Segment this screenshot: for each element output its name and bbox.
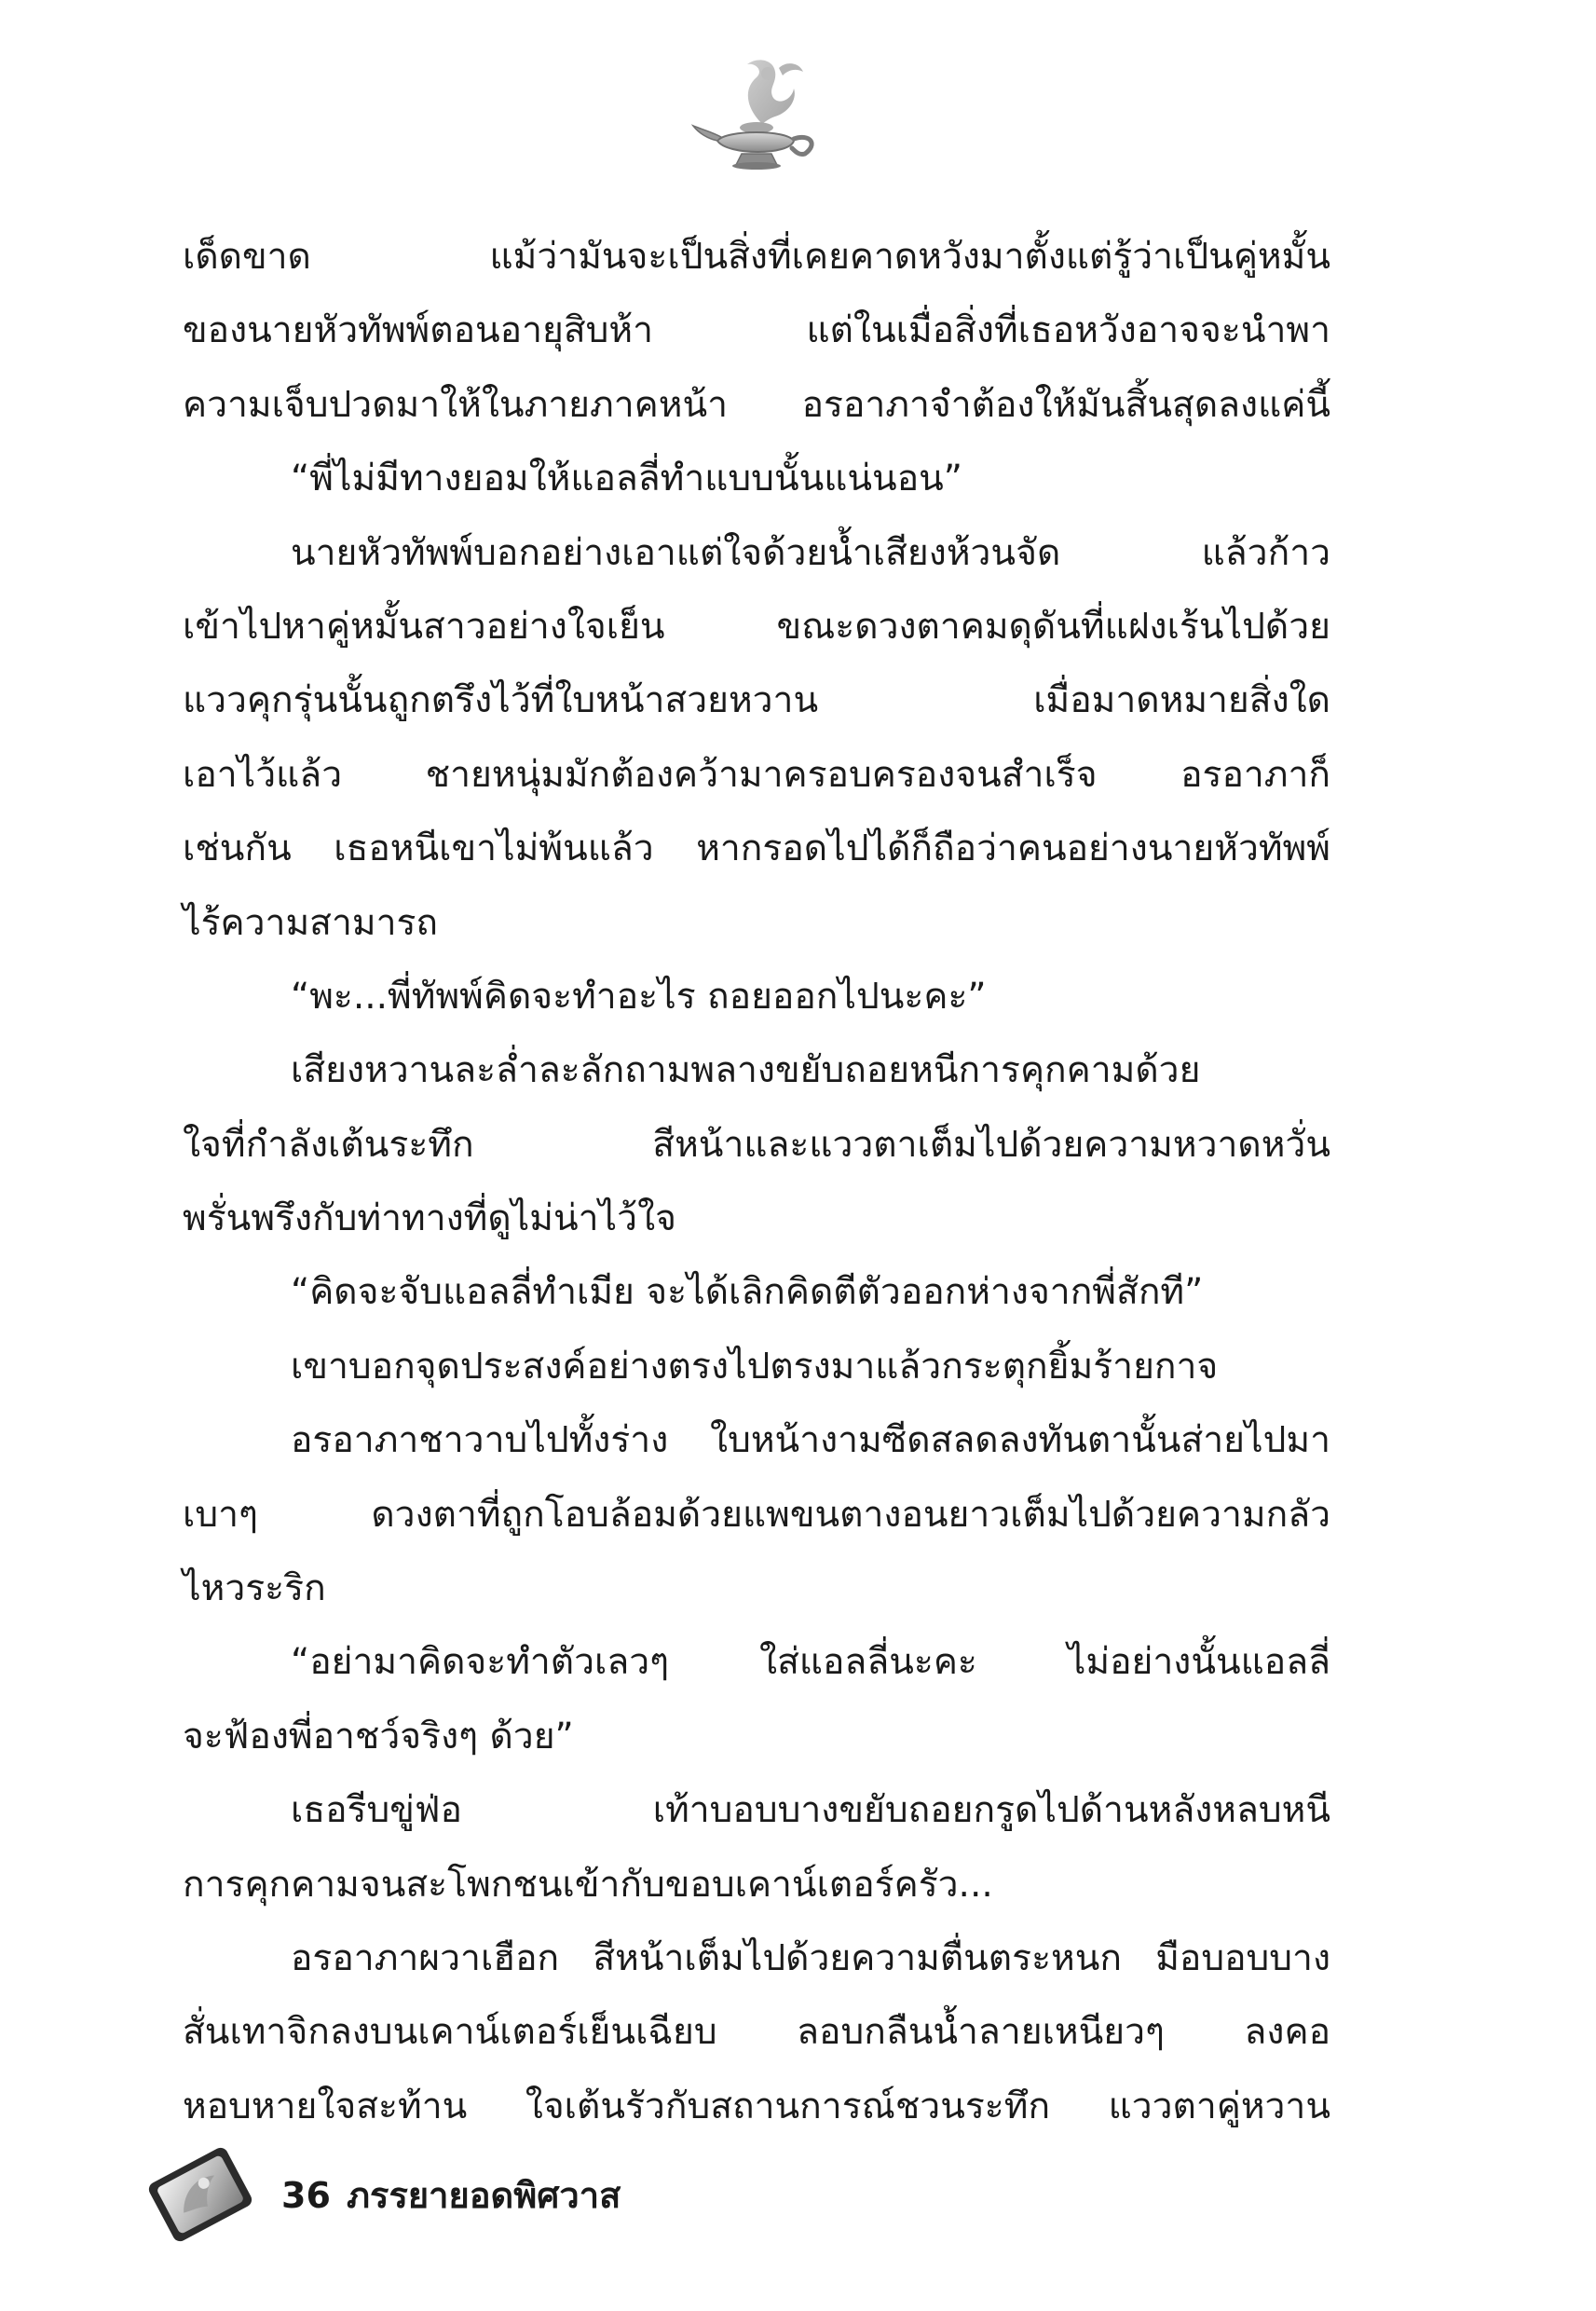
text-line: เสียงหวานละล่ำละลักถามพลางขยับถอยหนีการคุกคามด้วย [291, 1049, 1201, 1092]
page-number: 36 [281, 2175, 331, 2216]
text-line: เข้าไปหาคู่หมั้นสาวอย่างใจเย็น ขณะดวงตาคมดุดันที่แฝงเร้นไปด้วย [183, 605, 1330, 648]
page-footer [140, 2143, 978, 2246]
text-line: สั่นเทาจิกลงบนเคาน์เตอร์เย็นเฉียบ ลอบกลืนน้ำลายเหนียวๆ ลงคอ [183, 2011, 1330, 2054]
book-title: ภรรยายอดพิศวาส [347, 2175, 621, 2216]
text-line: “พี่ไม่มีทางยอมให้แอลลี่ทำแบบนั้นแน่นอน” [291, 458, 963, 500]
text-line: เธอรีบขู่ฟ่อ เท้าบอบบางขยับถอยกรูดไปด้านหลังหลบหนี [291, 1789, 1330, 1832]
book-cover-icon [140, 2143, 261, 2246]
text-line: ไหวระริก [183, 1567, 326, 1610]
text-line: เขาบอกจุดประสงค์อย่างตรงไปตรงมาแล้วกระตุกยิ้มร้ายกาจ [291, 1345, 1219, 1388]
body-text [183, 220, 1330, 2143]
text-line: “พะ...พี่ทัพพ์คิดจะทำอะไร ถอยออกไปนะคะ” [291, 975, 987, 1018]
text-line: จะฟ้องพี่อาชว์จริงๆ ด้วย” [183, 1715, 574, 1757]
text-line: ไร้ความสามารถ [183, 901, 439, 944]
text-line: การคุกคามจนสะโพกชนเข้ากับขอบเคาน์เตอร์ครัว... [183, 1863, 993, 1906]
genie-lamp-icon [689, 51, 829, 182]
text-line: เบาๆ ดวงตาที่ถูกโอบล้อมด้วยแพขนตางอนยาวเต็มไปด้วยความกลัว [183, 1493, 1330, 1536]
text-line: เอาไว้แล้ว ชายหนุ่มมักต้องคว้ามาครอบครองจนสำเร็จ อรอาภาก็ [183, 753, 1330, 796]
text-line: แววคุกรุ่นนั้นถูกตรึงไว้ที่ใบหน้าสวยหวาน เมื่อมาดหมายสิ่งใด [183, 679, 1330, 722]
text-line: นายหัวทัพพ์บอกอย่างเอาแต่ใจด้วยน้ำเสียงห้วนจัด แล้วก้าว [291, 531, 1330, 574]
text-line: “อย่ามาคิดจะทำตัวเลวๆ ใส่แอลลี่นะคะ ไม่อย่างนั้นแอลลี่ [291, 1641, 1330, 1684]
text-line: พรั่นพรึงกับท่าทางที่ดูไม่น่าไว้ใจ [183, 1197, 676, 1240]
text-line: หอบหายใจสะท้าน ใจเต้นรัวกับสถานการณ์ชวนระทึก แววตาคู่หวาน [183, 2085, 1330, 2127]
text-line: เช่นกัน เธอหนีเขาไม่พ้นแล้ว หากรอดไปได้ก็ถือว่าคนอย่างนายหัวทัพพ์ [183, 827, 1330, 870]
text-line: ของนายหัวทัพพ์ตอนอายุสิบห้า แต่ในเมื่อสิ่งที่เธอหวังอาจจะนำพา [183, 309, 1330, 352]
text-line: ความเจ็บปวดมาให้ในภายภาคหน้า อรอาภาจำต้องให้มันสิ้นสุดลงแค่นี้ [183, 383, 1330, 426]
text-line: เด็ดขาด แม้ว่ามันจะเป็นสิ่งที่เคยคาดหวังมาตั้งแต่รู้ว่าเป็นคู่หมั้น [183, 236, 1330, 278]
text-line: “คิดจะจับแอลลี่ทำเมีย จะได้เลิกคิดตีตัวออกห่างจากพี่สักที” [291, 1271, 1204, 1314]
text-line: ใจที่กำลังเต้นระทึก สีหน้าและแววตาเต็มไปด้วยความหวาดหวั่น [183, 1123, 1330, 1166]
text-line: อรอาภาชาวาบไปทั้งร่าง ใบหน้างามซีดสลดลงทันตานั้นส่ายไปมา [291, 1419, 1330, 1462]
text-line: อรอาภาผวาเฮือก สีหน้าเต็มไปด้วยความตื่นตระหนก มือบอบบาง [291, 1936, 1330, 1979]
